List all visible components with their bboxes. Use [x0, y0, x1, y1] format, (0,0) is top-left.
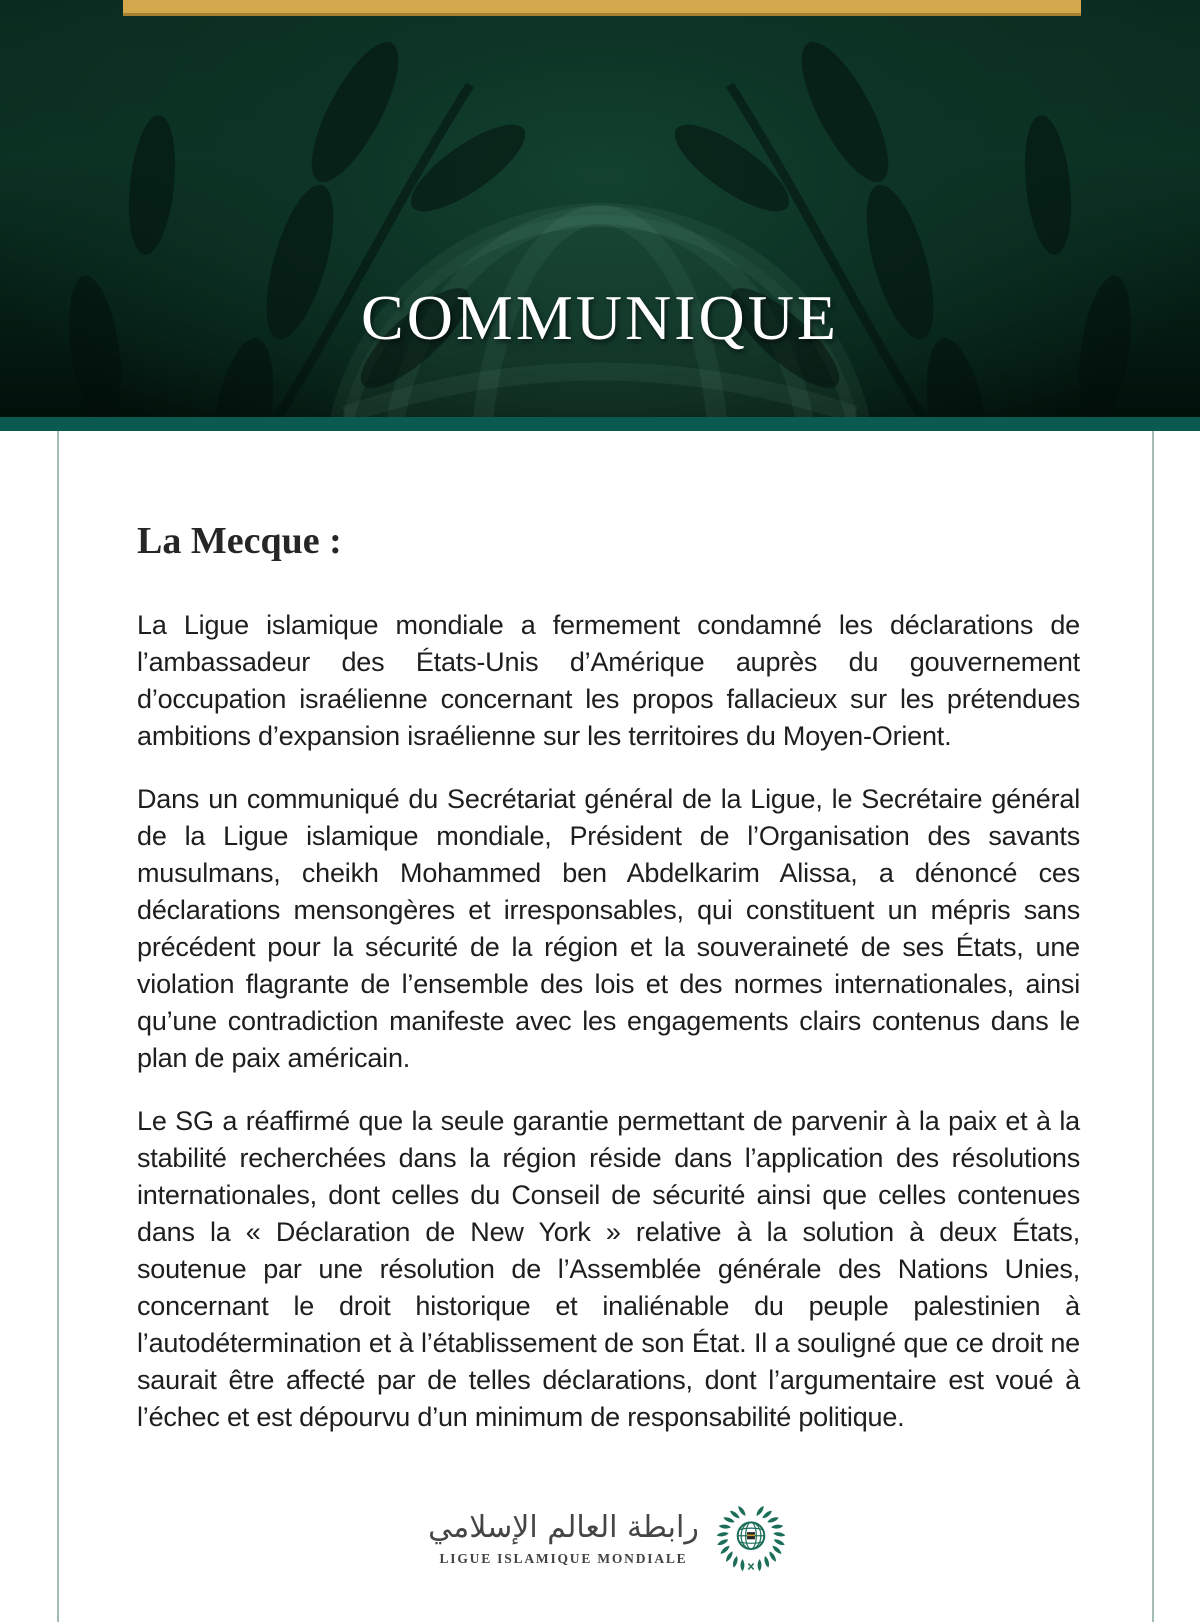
document-content — [137, 431, 1080, 1576]
wreath-stems-icon — [748, 1563, 753, 1569]
page-title: COMMUNIQUE — [361, 282, 839, 353]
paragraph-2: Dans un communiqué du Secrétariat général de la Ligue, le Secrétaire général de la Ligue islamique mondiale, Président de l’Organisation des savants musulmans, cheikh Mohammed ben Abdelkarim Alissa, a dénoncé ces déclarations mensongères et irresponsables, qui constituent un mépris sans précédent pour la sécurité de la région et la souveraineté de ses États, une violation flagrante de l’ensemble des lois et des normes internationales, ainsi qu’une contradiction manifeste avec les engagements clairs contenus dans le plan de paix américain. — [137, 784, 1080, 1073]
paragraph-1: La Ligue islamique mondiale a fermement condamné les déclarations de l’ambassadeur des États-Unis d’Amérique auprès du gouvernement d’occupation israélienne concernant les propos fallacieux sur les prétendues ambitions d’expansion israélienne sur les territoires du Moyen-Orient. — [137, 610, 1080, 751]
dateline-heading: La Mecque : — [137, 520, 342, 562]
teal-divider — [0, 417, 1200, 431]
kaaba-icon — [747, 1532, 755, 1539]
organization-logo — [137, 1500, 1080, 1576]
organization-name: LIGUE ISLAMIQUE MONDIALE — [439, 1550, 688, 1566]
paragraph-3: Le SG a réaffirmé que la seule garantie permettant de parvenir à la paix et à la stabilité recherchées dans la région réside dans l’application des résolutions internationales, dont celles du Conseil de sécurité ainsi que celles contenues dans la « Déclaration de New York » relative à la solution à deux États, soutenue par une résolution de l’Assemblée générale des Nations Unies, concernant le droit historique et inaliénable du peuple palestinien à l’autodétermination et à l’établissement de son État. Il a souligné que ce droit ne saurait être affecté par de telles déclarations, dont l’argumentaire est voué à l’échec et est dépourvu d’un minimum de responsabilité politique. — [137, 1106, 1080, 1432]
page-edge-rule-right — [1152, 431, 1154, 1622]
document-body — [0, 431, 1200, 1622]
gold-accent-bar — [123, 0, 1081, 16]
wreath-globe-kaaba-emblem-icon — [713, 1500, 789, 1576]
header-banner — [0, 0, 1200, 417]
organization-logo-text — [428, 1509, 699, 1567]
arabic-calligraphy: رابطة العالم الإسلامي — [428, 1510, 699, 1546]
page-edge-rule-left — [57, 431, 59, 1622]
